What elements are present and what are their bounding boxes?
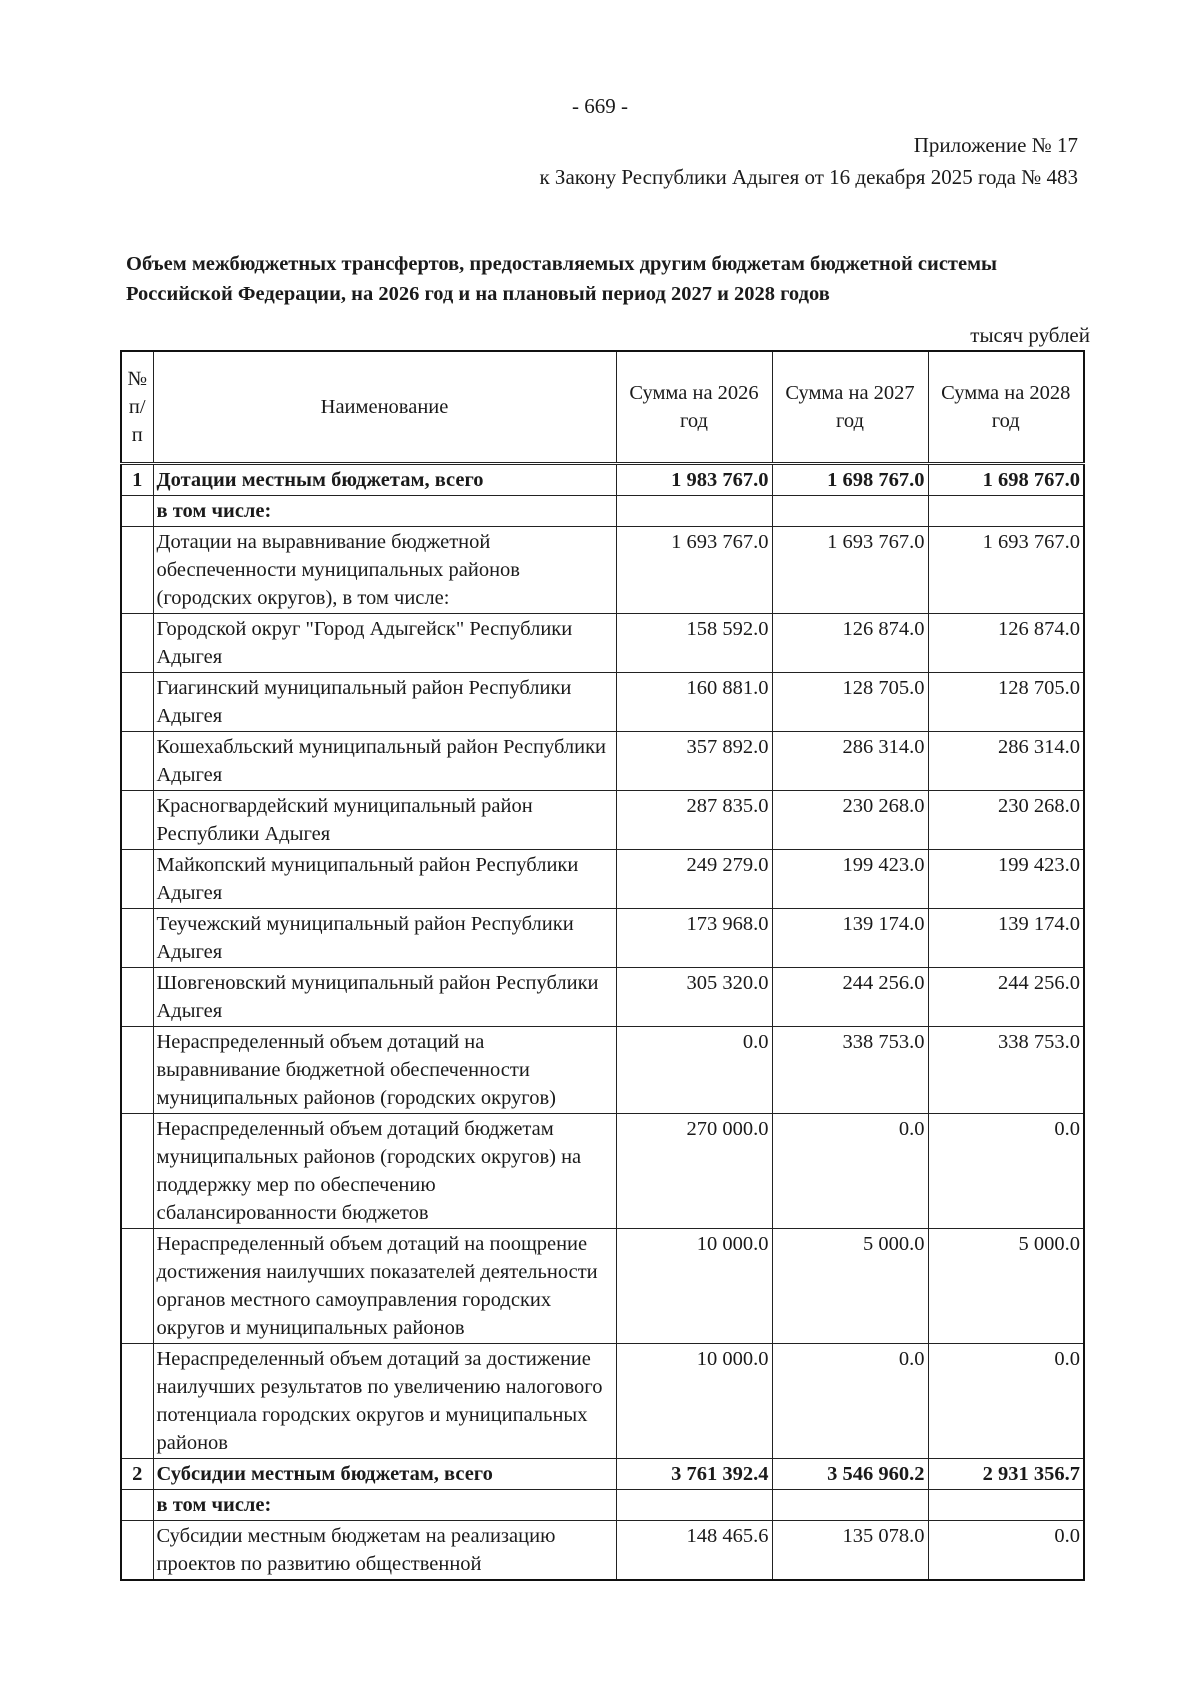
row-number-cell [121, 791, 153, 850]
value-2026-cell: 3 761 392.4 [616, 1459, 772, 1490]
value-2028-cell: 199 423.0 [928, 850, 1084, 909]
header-name: Наименование [153, 351, 616, 464]
value-2028-cell: 244 256.0 [928, 968, 1084, 1027]
row-name-cell: Городской округ "Город Адыгейск" Республики Адыгея [153, 614, 616, 673]
row-name-cell: Субсидии местным бюджетам на реализацию проектов по развитию общественной [153, 1521, 616, 1581]
table-row [121, 732, 1084, 791]
value-2027-cell: 5 000.0 [772, 1229, 928, 1344]
value-2026-cell: 0.0 [616, 1027, 772, 1114]
row-number-cell [121, 1027, 153, 1114]
appendix-label: Приложение № 17 [913, 133, 1078, 157]
appendix-law-reference: к Закону Республики Адыгея от 16 декабря 2025 года № 483 [539, 165, 1078, 189]
value-2027-cell: 1 698 767.0 [772, 464, 928, 496]
value-2026-cell: 10 000.0 [616, 1229, 772, 1344]
value-2028-cell: 2 931 356.7 [928, 1459, 1084, 1490]
header-2027: Сумма на 2027 год [772, 351, 928, 464]
table-row [121, 1229, 1084, 1344]
value-2026-cell: 287 835.0 [616, 791, 772, 850]
table-row [121, 1521, 1084, 1581]
header-2026: Сумма на 2026 год [616, 351, 772, 464]
row-number-cell [121, 850, 153, 909]
row-name-cell: Нераспределенный объем дотаций на поощрение достижения наилучших показателей деятельности органов местного самоуправления городских округов и муниципальных районов [153, 1229, 616, 1344]
value-2027-cell: 3 546 960.2 [772, 1459, 928, 1490]
value-2026-cell: 357 892.0 [616, 732, 772, 791]
value-2028-cell [928, 1490, 1084, 1521]
row-number-cell [121, 732, 153, 791]
value-2026-cell: 158 592.0 [616, 614, 772, 673]
value-2026-cell: 305 320.0 [616, 968, 772, 1027]
table-row [121, 1027, 1084, 1114]
value-2028-cell: 1 698 767.0 [928, 464, 1084, 496]
value-2026-cell: 1 693 767.0 [616, 527, 772, 614]
value-2026-cell [616, 1490, 772, 1521]
row-name-cell: Нераспределенный объем дотаций на выравнивание бюджетной обеспеченности муниципальных районов (городских округов) [153, 1027, 616, 1114]
value-2027-cell: 244 256.0 [772, 968, 928, 1027]
value-2027-cell [772, 496, 928, 527]
row-number-cell [121, 1490, 153, 1521]
value-2026-cell: 1 983 767.0 [616, 464, 772, 496]
value-2027-cell: 199 423.0 [772, 850, 928, 909]
value-2028-cell: 5 000.0 [928, 1229, 1084, 1344]
table-row [121, 850, 1084, 909]
header-number: № п/п [121, 351, 153, 464]
value-2027-cell: 286 314.0 [772, 732, 928, 791]
row-name-cell: Кошехабльский муниципальный район Республики Адыгея [153, 732, 616, 791]
budget-table [120, 350, 1085, 1581]
table-row [121, 614, 1084, 673]
row-name-cell: в том числе: [153, 496, 616, 527]
value-2026-cell: 173 968.0 [616, 909, 772, 968]
value-2026-cell: 249 279.0 [616, 850, 772, 909]
row-name-cell: Субсидии местным бюджетам, всего [153, 1459, 616, 1490]
value-2026-cell: 270 000.0 [616, 1114, 772, 1229]
value-2028-cell: 126 874.0 [928, 614, 1084, 673]
table-row [121, 1459, 1084, 1490]
table-row [121, 464, 1084, 496]
table-row [121, 673, 1084, 732]
value-2027-cell: 0.0 [772, 1114, 928, 1229]
table-body [121, 464, 1084, 1581]
table-header-row [121, 351, 1084, 464]
row-number-cell [121, 968, 153, 1027]
header-2028: Сумма на 2028 год [928, 351, 1084, 464]
row-number-cell [121, 614, 153, 673]
value-2028-cell: 338 753.0 [928, 1027, 1084, 1114]
table-row [121, 1490, 1084, 1521]
row-name-cell: Майкопский муниципальный район Республики Адыгея [153, 850, 616, 909]
row-number-cell [121, 909, 153, 968]
value-2028-cell: 139 174.0 [928, 909, 1084, 968]
row-number-cell [121, 1344, 153, 1459]
value-2027-cell: 230 268.0 [772, 791, 928, 850]
value-2028-cell: 1 693 767.0 [928, 527, 1084, 614]
value-2026-cell: 10 000.0 [616, 1344, 772, 1459]
row-number-cell [121, 527, 153, 614]
value-2028-cell: 0.0 [928, 1344, 1084, 1459]
value-2027-cell: 139 174.0 [772, 909, 928, 968]
row-number-cell [121, 1521, 153, 1581]
value-2026-cell: 148 465.6 [616, 1521, 772, 1581]
value-2028-cell [928, 496, 1084, 527]
row-name-cell: Теучежский муниципальный район Республики Адыгея [153, 909, 616, 968]
row-name-cell: Красногвардейский муниципальный район Республики Адыгея [153, 791, 616, 850]
value-2027-cell: 1 693 767.0 [772, 527, 928, 614]
value-2026-cell [616, 496, 772, 527]
value-2026-cell: 160 881.0 [616, 673, 772, 732]
table-row [121, 909, 1084, 968]
row-number-cell [121, 496, 153, 527]
row-name-cell: Нераспределенный объем дотаций за достижение наилучших результатов по увеличению налогового потенциала городских округов и муниципальных районов [153, 1344, 616, 1459]
row-number-cell: 1 [121, 464, 153, 496]
table-row [121, 968, 1084, 1027]
row-number-cell: 2 [121, 1459, 153, 1490]
row-name-cell: Нераспределенный объем дотаций бюджетам муниципальных районов (городских округов) на поддержку мер по обеспечению сбалансированности бюджетов [153, 1114, 616, 1229]
value-2028-cell: 286 314.0 [928, 732, 1084, 791]
table-row [121, 496, 1084, 527]
row-number-cell [121, 1229, 153, 1344]
table-row [121, 791, 1084, 850]
row-name-cell: Гиагинский муниципальный район Республики Адыгея [153, 673, 616, 732]
row-number-cell [121, 673, 153, 732]
value-2027-cell: 0.0 [772, 1344, 928, 1459]
row-name-cell: Дотации местным бюджетам, всего [153, 464, 616, 496]
value-2027-cell: 135 078.0 [772, 1521, 928, 1581]
row-name-cell: в том числе: [153, 1490, 616, 1521]
row-name-cell: Дотации на выравнивание бюджетной обеспеченности муниципальных районов (городских округов), в том числе: [153, 527, 616, 614]
table-row [121, 527, 1084, 614]
row-name-cell: Шовгеновский муниципальный район Республики Адыгея [153, 968, 616, 1027]
units-label: тысяч рублей [970, 323, 1090, 347]
value-2027-cell: 128 705.0 [772, 673, 928, 732]
value-2028-cell: 230 268.0 [928, 791, 1084, 850]
table-row [121, 1114, 1084, 1229]
value-2028-cell: 128 705.0 [928, 673, 1084, 732]
value-2027-cell: 338 753.0 [772, 1027, 928, 1114]
value-2028-cell: 0.0 [928, 1521, 1084, 1581]
document-title: Объем межбюджетных трансфертов, предоставляемых другим бюджетам бюджетной системы Российской Федерации, на 2026 год и на плановый период 2027 и 2028 годов [126, 253, 998, 305]
value-2028-cell: 0.0 [928, 1114, 1084, 1229]
page-number: - 669 - [572, 94, 628, 118]
table-row [121, 1344, 1084, 1459]
value-2027-cell: 126 874.0 [772, 614, 928, 673]
value-2027-cell [772, 1490, 928, 1521]
row-number-cell [121, 1114, 153, 1229]
